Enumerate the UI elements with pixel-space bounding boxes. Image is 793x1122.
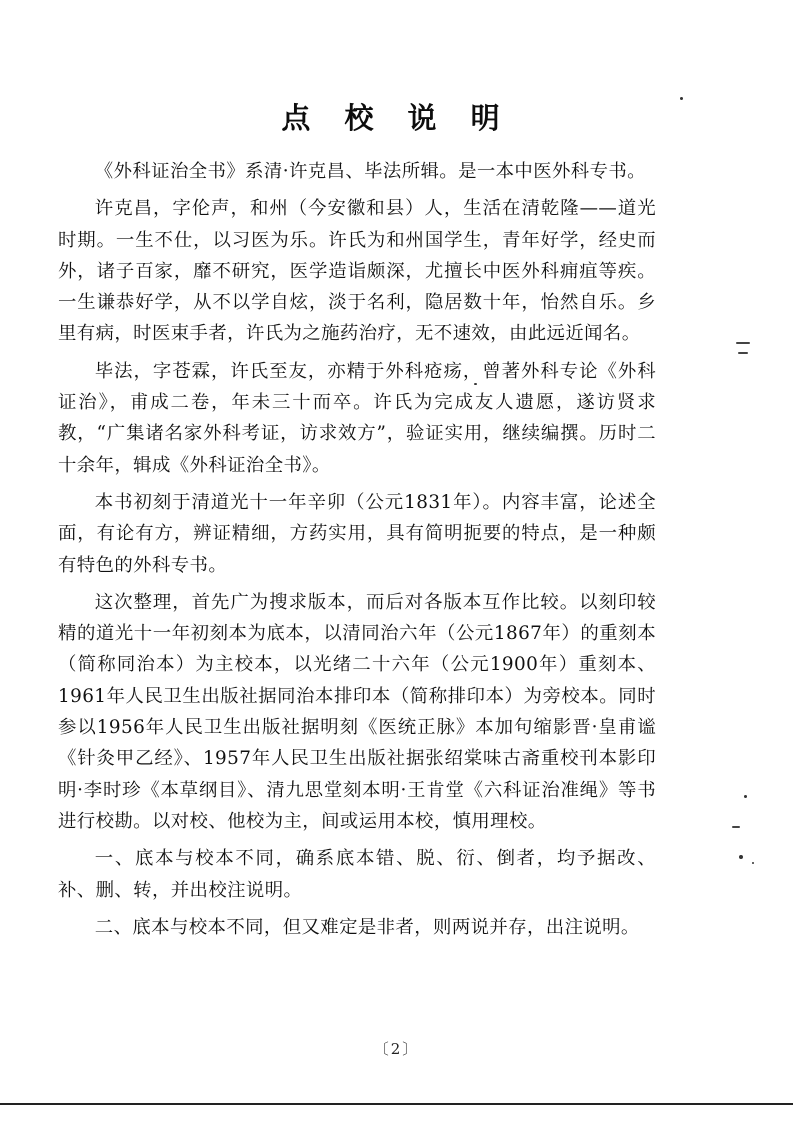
scan-speck <box>739 855 743 859</box>
paragraph-bi-fa: 毕法，字苍霖，许氏至友，亦精于外科疮疡，曾著外科专论《外科证治》，甫成二卷，年未三十而卒。许氏为完成友人遗愿，遂访贤求教，“广集诸名家外科考证，访求效方”，验证实用，继续编撰。历时二十余年，辑成《外科证治全书》。 <box>58 360 656 476</box>
page-title: 点 校 说 明 <box>281 101 512 135</box>
scan-mark <box>732 826 740 828</box>
paragraph-collation-method: 这次整理，首先广为搜求版本，而后对各版本互作比较。以刻印较精的道光十一年初刻本为底本，以清同治六年（公元1867年）的重刻本（简称同治本）为主校本，以光绪二十六年（公元1900年）重刻本、1961年人民卫生出版社据同治本排印本（简称排印本）为旁校本。同时参以1956年人民卫生出版社据明刻《医统正脉》本加句缩影晋·皇甫谧《针灸甲乙经》、1957年人民卫生出版社据张绍棠味古斋重校刊本影印明·李时珍《本草纲目》、清九思堂刻本明·王肯堂《六科证治准绳》等书进行校勘。以对校、他校为主，间或运用本校，慎用理校。 <box>58 591 656 832</box>
paragraph-xu-kechang: 许克昌，字伦声，和州（今安徽和县）人，生活在清乾隆——道光时期。一生不仕，以习医为乐。许氏为和州国学生，青年好学，经史而外，诸子百家，靡不研究，医学造诣颇深，尤擅长中医外科痈疽等疾。一生谦恭好学，从不以学自炫，淡于名利，隐居数十年，怡然自乐。乡里有病，时医束手者，许氏为之施药治疗，无不速效，由此远近闻名。 <box>58 198 656 345</box>
paragraph-first-edition: 本书初刻于清道光十一年辛卯（公元1831年）。内容丰富，论述全面，有论有方，辨证精细，方药实用，具有简明扼要的特点，是一种颇有特色的外科专书。 <box>58 491 656 576</box>
paragraph-intro: 《外科证治全书》系清·许克昌、毕法所辑。是一本中医外科专书。 <box>94 161 646 182</box>
scan-speck <box>474 383 477 385</box>
document-body <box>58 156 656 949</box>
scan-speck <box>744 795 747 798</box>
scan-speck <box>752 862 754 864</box>
bottom-rule <box>0 1103 793 1105</box>
paragraph-rule-one: 一、底本与校本不同，确系底本错、脱、衍、倒者，均予据改、补、删、转，并出校注说明。 <box>58 848 656 901</box>
scan-mark <box>738 352 748 354</box>
page-number: 〔2〕 <box>373 1040 420 1058</box>
scan-speck <box>680 97 683 100</box>
scan-mark <box>736 342 750 344</box>
paragraph-rule-two: 二、底本与校本不同，但又难定是非者，则两说并存，出注说明。 <box>94 916 640 938</box>
